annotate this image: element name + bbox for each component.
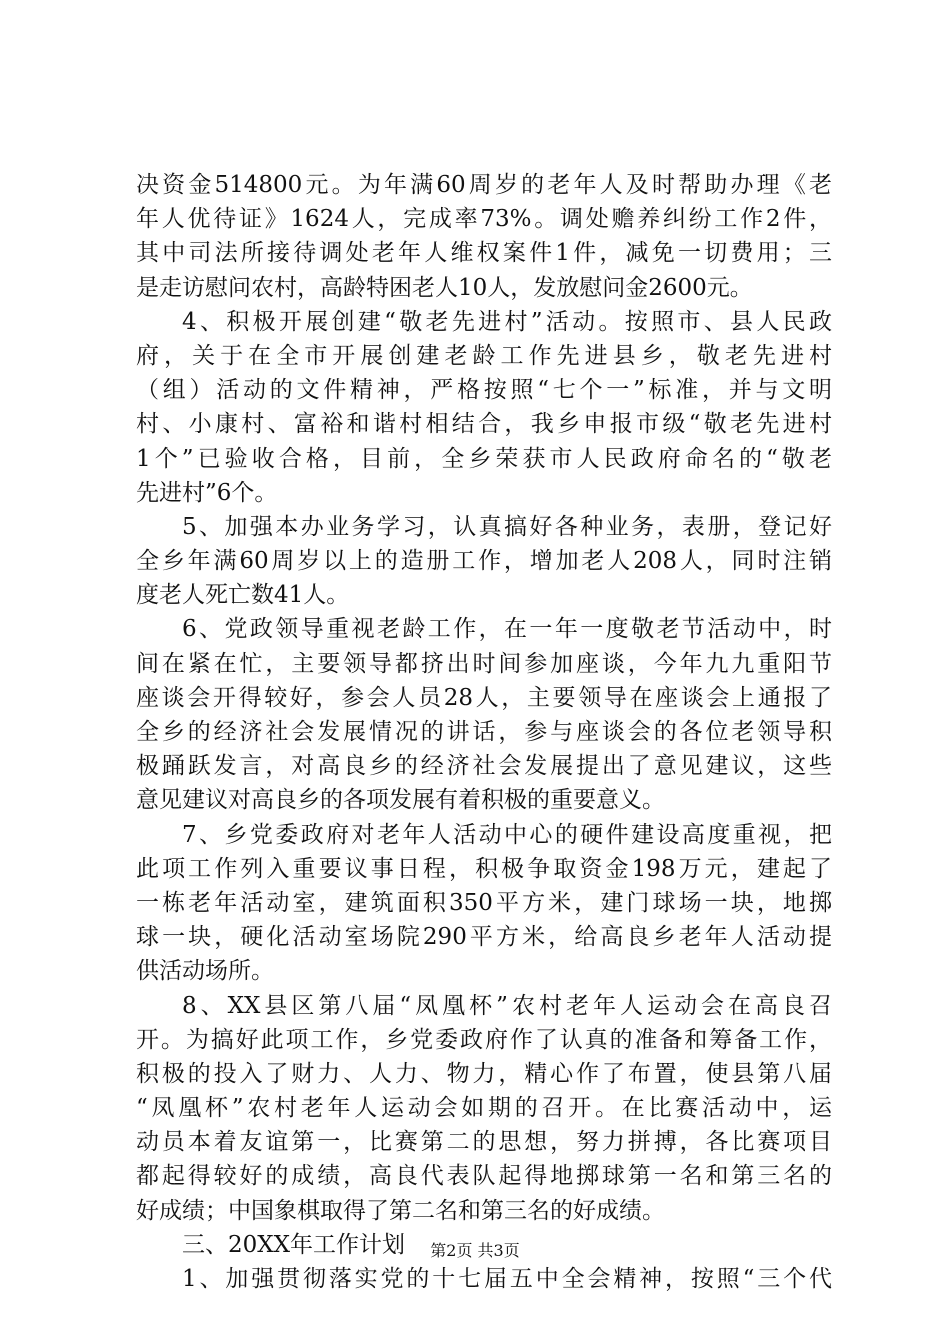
text-line: 全乡的经济社会发展情况的讲话，参与座谈会的各位老领导积 <box>136 719 832 745</box>
page-footer: 第2页 共3页 <box>430 1241 520 1260</box>
text-line: 三、20XX年工作计划 <box>182 1231 406 1258</box>
text-line: 座谈会开得较好，参会人员28人，主要领导在座谈会上通报了 <box>136 684 832 711</box>
text-line: 1、加强贯彻落实党的十七届五中全会精神，按照“三个代 <box>182 1266 832 1292</box>
text-line: 度老人死亡数41人。 <box>136 582 350 609</box>
text-line: （组）活动的文件精神，严格按照“七个一”标准，并与文明 <box>136 377 832 404</box>
text-line: 都起得较好的成绩，高良代表队起得地掷球第一名和第三名的 <box>136 1163 832 1190</box>
text-line: 此项工作列入重要议事日程，积极争取资金198万元，建起了 <box>136 855 832 882</box>
text-line: 村、小康村、富裕和谐村相结合，我乡申报市级“敬老先进村 <box>136 411 832 438</box>
text-line: 年人优待证》1624人，完成率73%。调处赡养纠纷工作2件， <box>136 206 832 233</box>
text-line: 府，关于在全市开展创建老龄工作先进县乡，敬老先进村 <box>136 342 832 369</box>
text-line: 意见建议对高良乡的各项发展有着积极的重要意义。 <box>136 787 665 814</box>
text-line: 是走访慰问农村，高龄特困老人10人，发放慰问金2600元。 <box>136 274 753 301</box>
text-line: 开。为搞好此项工作，乡党委政府作了认真的准备和筹备工作， <box>136 1026 832 1053</box>
text-line: 极踊跃发言，对高良乡的经济社会发展提出了意见建议，这些 <box>136 753 832 780</box>
text-line: 其中司法所接待调处老年人维权案件1件，减免一切费用；三 <box>136 240 832 267</box>
text-line: 6、党政领导重视老龄工作，在一年一度敬老节活动中，时 <box>182 616 832 643</box>
text-line: 5、加强本办业务学习，认真搞好各种业务，表册，登记好 <box>182 513 832 540</box>
text-line: 积极的投入了财力、人力、物力，精心作了布置，使县第八届 <box>136 1060 832 1087</box>
text-line: 1个”已验收合格，目前，全乡荣获市人民政府命名的“敬老 <box>136 445 832 472</box>
text-line: 8、XX县区第八届“凤凰杯”农村老年人运动会在高良召 <box>182 992 832 1019</box>
text-line: 供活动场所。 <box>136 958 274 985</box>
text-line: 动员本着友谊第一，比赛第二的思想，努力拼搏，各比赛项目 <box>136 1129 832 1156</box>
text-line: “凤凰杯”农村老年人运动会如期的召开。在比赛活动中，运 <box>136 1095 832 1122</box>
text-line: 一栋老年活动室，建筑面积350平方米，建门球场一块，地掷 <box>136 889 832 916</box>
text-line: 7、乡党委政府对老年人活动中心的硬件建设高度重视，把 <box>182 821 832 848</box>
text-line: 4、积极开展创建“敬老先进村”活动。按照市、县人民政 <box>182 308 832 335</box>
text-line: 间在紧在忙，主要领导都挤出时间参加座谈，今年九九重阳节 <box>136 650 832 677</box>
text-line: 球一块，硬化活动室场院290平方米，给高良乡老年人活动提 <box>136 924 832 951</box>
document-body <box>136 168 832 1296</box>
text-line: 先进村”6个。 <box>136 479 278 506</box>
text-line: 决资金514800元。为年满60周岁的老年人及时帮助办理《老 <box>136 172 832 198</box>
text-line: 好成绩；中国象棋取得了第二名和第三名的好成绩。 <box>136 1197 665 1224</box>
text-line: 全乡年满60周岁以上的造册工作，增加老人208人，同时注销 <box>136 548 832 575</box>
